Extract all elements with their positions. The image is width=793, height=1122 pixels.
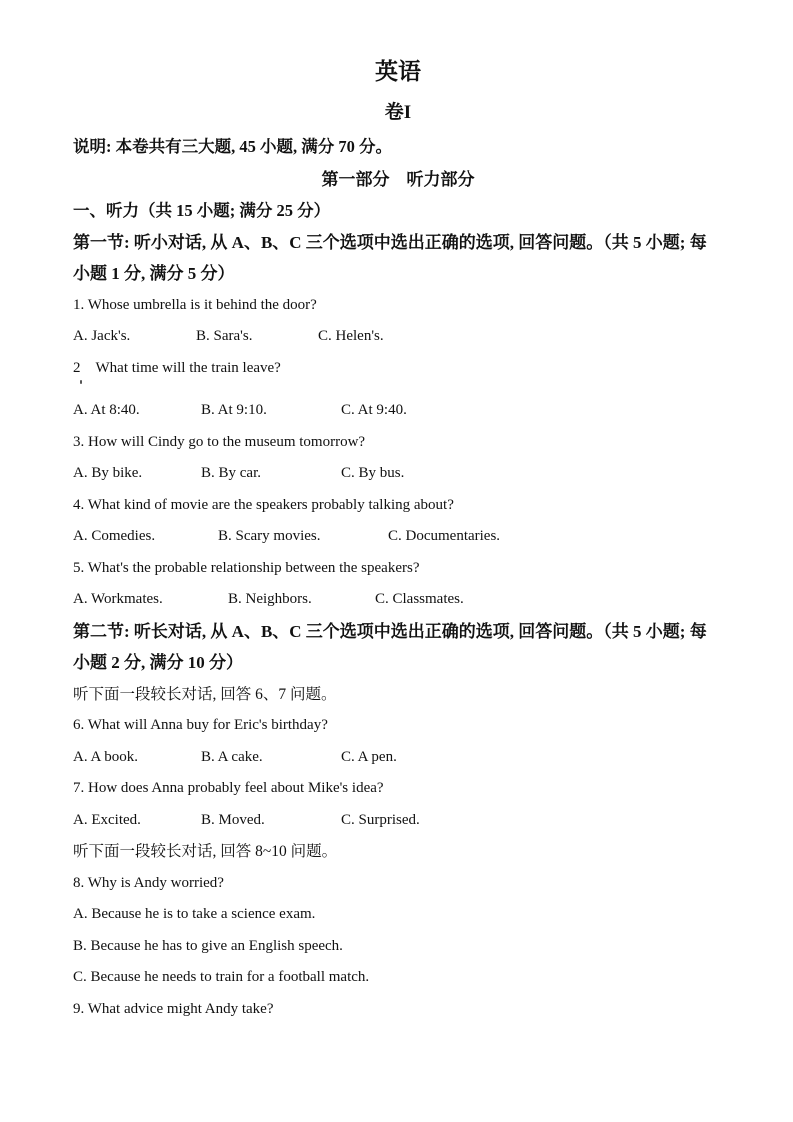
option-c: C. Surprised. xyxy=(341,811,420,828)
option-a: A. A book. xyxy=(73,748,139,765)
question-8-option-a: A. Because he is to take a science exam. xyxy=(73,906,316,922)
question-8-option-b: B. Because he has to give an English speech. xyxy=(73,937,343,954)
option-b: B. At 9:10. xyxy=(201,402,267,418)
listening-section-heading: 一、听力（共 15 小题; 满分 25 分） xyxy=(73,201,331,220)
question-2 xyxy=(73,353,723,385)
option-a: A. Jack's. xyxy=(73,328,131,344)
question-6-options xyxy=(73,742,723,774)
question-9: 9. What advice might Andy take? xyxy=(73,1000,274,1017)
option-b: B. By car. xyxy=(201,465,261,481)
question-8-option-c: C. Because he needs to train for a football match. xyxy=(73,969,370,985)
question-1: 1. Whose umbrella is it behind the door? xyxy=(73,296,317,313)
option-c: C. At 9:40. xyxy=(341,402,407,418)
question-4-options xyxy=(73,521,723,553)
question-7-options xyxy=(73,805,723,837)
scan-artifact-dot xyxy=(80,380,82,384)
option-a: A. Comedies. xyxy=(73,528,156,544)
section2-instructions: 第二节: 听长对话, 从 A、B、C 三个选项中选出正确的选项, 回答问题。（共 5 小题; 每小题 2 分, 满分 10 分） xyxy=(73,621,707,672)
option-a: A. At 8:40. xyxy=(73,402,140,418)
question-4: 4. What kind of movie are the speakers probably talking about? xyxy=(73,496,454,513)
question-3: 3. How will Cindy go to the museum tomorrow? xyxy=(73,433,366,450)
question-5-options xyxy=(73,584,723,616)
question-2-options xyxy=(73,395,723,427)
option-c: C. By bus. xyxy=(341,465,405,481)
option-a: A. By bike. xyxy=(73,465,143,481)
option-b: B. A cake. xyxy=(201,748,263,765)
question-8: 8. Why is Andy worried? xyxy=(73,874,224,891)
dialog-2-intro: 听下面一段较长对话, 回答 8~10 问题。 xyxy=(73,843,338,860)
question-7: 7. How does Anna probably feel about Mike's idea? xyxy=(73,780,384,796)
question-2-text: 2 What time will the train leave? xyxy=(73,359,281,376)
option-c: C. A pen. xyxy=(341,748,397,765)
option-c: C. Classmates. xyxy=(375,591,464,607)
question-3-options xyxy=(73,458,723,490)
part1-heading: 第一部分 听力部分 xyxy=(321,169,475,189)
option-c: C. Helen's. xyxy=(318,328,384,344)
option-b: B. Sara's. xyxy=(196,328,253,344)
section1-instructions: 第一节: 听小对话, 从 A、B、C 三个选项中选出正确的选项, 回答问题。（共 5 小题; 每小题 1 分, 满分 5 分） xyxy=(73,232,707,283)
exam-title: 英语 xyxy=(375,59,421,84)
option-a: A. Workmates. xyxy=(73,591,163,607)
exam-note: 说明: 本卷共有三大题, 45 小题, 满分 70 分。 xyxy=(73,137,392,156)
volume-label: 卷I xyxy=(384,101,412,123)
question-6: 6. What will Anna buy for Eric's birthday? xyxy=(73,717,328,733)
option-c: C. Documentaries. xyxy=(388,528,501,544)
option-b: B. Neighbors. xyxy=(228,591,312,607)
question-1-options xyxy=(73,321,723,353)
dialog-1-intro: 听下面一段较长对话, 回答 6、7 问题。 xyxy=(73,685,337,703)
question-5: 5. What's the probable relationship between the speakers? xyxy=(73,559,420,576)
option-a: A. Excited. xyxy=(73,811,141,828)
option-b: B. Scary movies. xyxy=(218,528,321,544)
option-b: B. Moved. xyxy=(201,811,265,828)
